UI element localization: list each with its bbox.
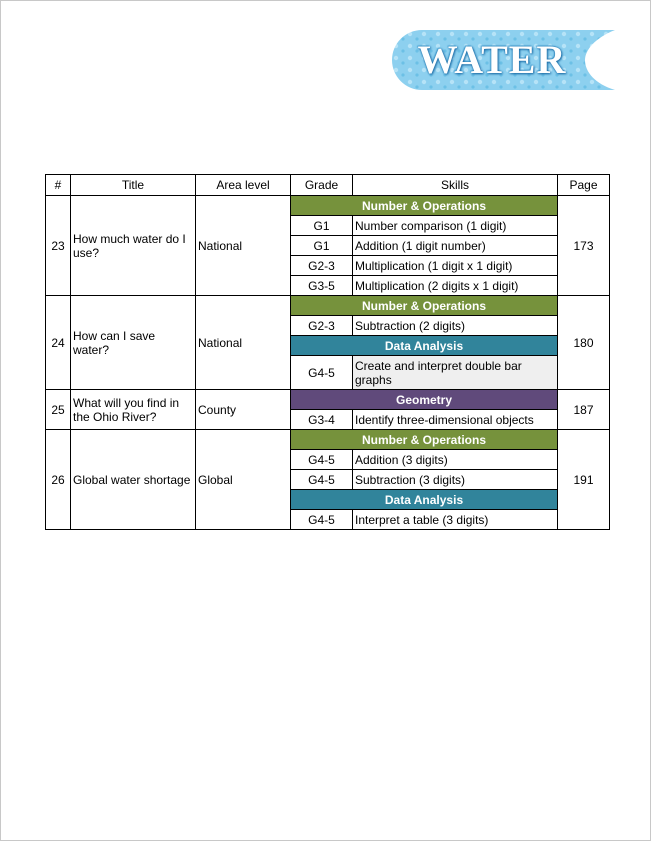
- skill-grade: G4-5: [291, 470, 353, 490]
- lesson-table: [45, 174, 610, 530]
- skill-grade: G3-5: [291, 276, 353, 296]
- skill-name: Multiplication (2 digits x 1 digit): [353, 276, 558, 296]
- header-num: #: [46, 175, 71, 196]
- lesson-page: 187: [558, 390, 610, 430]
- skill-grade: G2-3: [291, 316, 353, 336]
- skill-grade: G2-3: [291, 256, 353, 276]
- skill-name: Addition (1 digit number): [353, 236, 558, 256]
- skill-name: Subtraction (2 digits): [353, 316, 558, 336]
- lesson-area: National: [196, 296, 291, 390]
- skill-name: Addition (3 digits): [353, 450, 558, 470]
- skill-name: Identify three-dimensional objects: [353, 410, 558, 430]
- table-header-row: [46, 175, 610, 196]
- water-banner: [392, 30, 615, 90]
- lesson-page: 191: [558, 430, 610, 530]
- category-data-analysis: Data Analysis: [291, 336, 558, 356]
- skill-name: Subtraction (3 digits): [353, 470, 558, 490]
- lesson-title: How much water do I use?: [71, 196, 196, 296]
- skill-name: Interpret a table (3 digits): [353, 510, 558, 530]
- lesson-page: 173: [558, 196, 610, 296]
- lesson-number: 26: [46, 430, 71, 530]
- lesson-number: 25: [46, 390, 71, 430]
- category-number-operations: Number & Operations: [291, 196, 558, 216]
- category-number-operations: Number & Operations: [291, 430, 558, 450]
- banner-title: WATER: [417, 37, 567, 82]
- lesson-number: 24: [46, 296, 71, 390]
- header-grade: Grade: [291, 175, 353, 196]
- table-row: [46, 390, 610, 410]
- lesson-title: What will you find in the Ohio River?: [71, 390, 196, 430]
- skill-grade: G1: [291, 236, 353, 256]
- skill-grade: G3-4: [291, 410, 353, 430]
- skill-name: Multiplication (1 digit x 1 digit): [353, 256, 558, 276]
- header-page: Page: [558, 175, 610, 196]
- header-title: Title: [71, 175, 196, 196]
- lesson-number: 23: [46, 196, 71, 296]
- skill-grade: G1: [291, 216, 353, 236]
- lesson-area: County: [196, 390, 291, 430]
- category-number-operations: Number & Operations: [291, 296, 558, 316]
- lesson-area: National: [196, 196, 291, 296]
- category-data-analysis: Data Analysis: [291, 490, 558, 510]
- table-row: [46, 196, 610, 216]
- header-skills: Skills: [353, 175, 558, 196]
- lesson-area: Global: [196, 430, 291, 530]
- table-row: [46, 296, 610, 316]
- skill-grade: G4-5: [291, 510, 353, 530]
- lesson-page: 180: [558, 296, 610, 390]
- table-row: [46, 430, 610, 450]
- skill-grade: G4-5: [291, 450, 353, 470]
- category-geometry: Geometry: [291, 390, 558, 410]
- header-area: Area level: [196, 175, 291, 196]
- lesson-title: Global water shortage: [71, 430, 196, 530]
- skill-name: Number comparison (1 digit): [353, 216, 558, 236]
- skill-name: Create and interpret double bar graphs: [353, 356, 558, 390]
- lesson-title: How can I save water?: [71, 296, 196, 390]
- skill-grade: G4-5: [291, 356, 353, 390]
